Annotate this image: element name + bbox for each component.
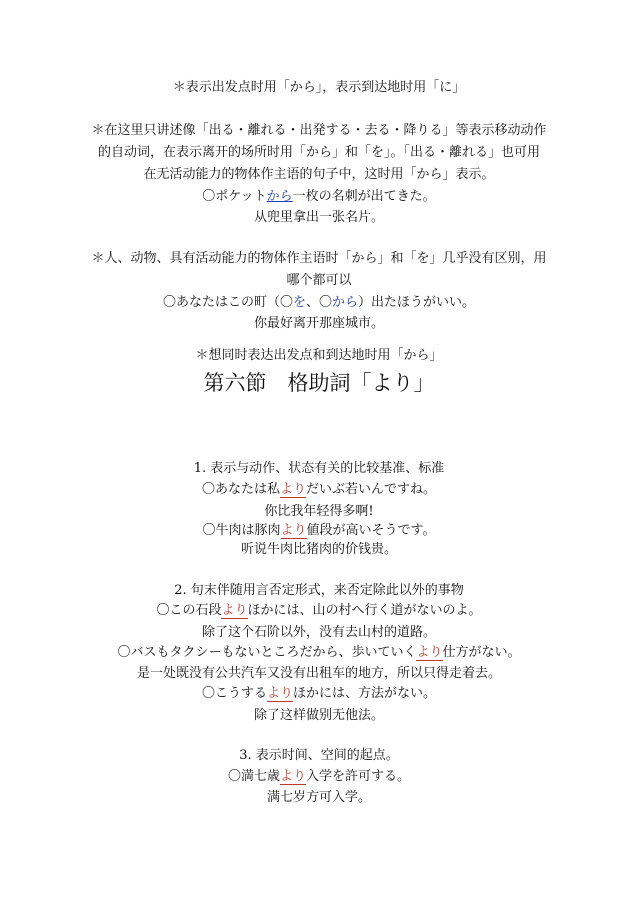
highlight-particle: より [416,645,443,660]
paragraph-line: ＊在这里只讲述像「出る・離れる・出発する・去る・降りる」等表示移动动作 [91,123,547,138]
translation: 是一处既没有公共汽车又没有出租车的地方，所以只得走着去。 [136,666,501,681]
example-text: 〇バスもタクシーもないところだから、歩いていく [117,645,417,660]
example-text: ほかには、山の村へ行く道がないのよ。 [247,603,482,618]
paragraph-line: 哪个都可以 [286,273,352,288]
translation: 从兜里拿出一张名片。 [253,210,384,225]
chapter-title: 第六節 格助詞「より」 [203,371,435,395]
example-text: 〇満七歳 [227,769,280,784]
example-text: 〇あなたはこの町（〇 [162,295,293,310]
example-text: だいぶ若いんですね。 [306,482,437,497]
translation: 你最好离开那座城市。 [253,316,384,331]
example-text: 値段が高いそうです。 [306,523,436,538]
point-heading: 2. 句末伴随用言否定形式，来否定除此以外的事物 [174,583,464,598]
example-text: 〇あなたは私 [201,482,280,497]
example-text: 〇この石段 [156,603,222,618]
paragraph-line: 在无活动能力的物体作主语的句子中，这时用「から」表示。 [143,167,495,182]
example-text: ほかには、方法がない。 [293,686,437,701]
example-sentence [60,293,578,313]
example-text: 仕方がない。 [442,645,521,660]
paragraph-line: 的自动词，在表示离开的场所时用「から」和「を」。「出る・離れる」也可用 [97,145,540,160]
section-heading-kara-both: ＊想同时表达出发点和到达地时用「から」 [195,348,443,363]
highlight-particle: から [332,295,359,310]
example-text: 〇牛肉は豚肉 [202,523,281,538]
example-text: 入学を許可する。 [306,769,411,784]
highlight-particle: より [279,482,306,497]
example-sentence [60,684,578,704]
highlight-particle: から [266,189,293,204]
translation: 听说牛肉比猪肉的价钱贵。 [240,542,397,557]
example-text: 一枚の名刺が出てきた。 [292,189,436,204]
translation: 你比我年轻得多啊! [264,504,374,519]
example-sentence [60,521,578,541]
translation: 除了这个石阶以外，没有去山村的道路。 [201,625,436,640]
translation: 除了这样做别无他法。 [253,708,384,723]
highlight-particle: より [279,769,306,784]
point-heading: 1. 表示与动作、状态有关的比较基准、标准 [193,461,445,476]
example-sentence [60,187,578,207]
example-sentence [60,480,578,500]
example-text: 、〇 [305,295,332,310]
example-text: 〇こうする [201,686,267,701]
highlight-particle: より [280,523,307,538]
paragraph-line: ＊人、动物、具有活动能力的物体作主语时「から」和「を」几乎没有区别，用 [91,251,547,266]
highlight-particle: より [221,603,248,618]
point-heading: 3. 表示时间、空间的起点。 [239,748,399,763]
translation: 满七岁方可入学。 [266,790,371,805]
example-sentence [60,643,578,663]
example-text: ）出たほうがいい。 [358,295,476,310]
example-sentence [60,767,578,787]
highlight-particle: を [292,295,306,310]
section-heading-kara: ＊表示出发点时用「から」，表示到达地时用「に」 [172,80,466,95]
highlight-particle: より [266,686,293,701]
example-text: 〇ポケット [202,189,267,204]
example-sentence [60,601,578,621]
